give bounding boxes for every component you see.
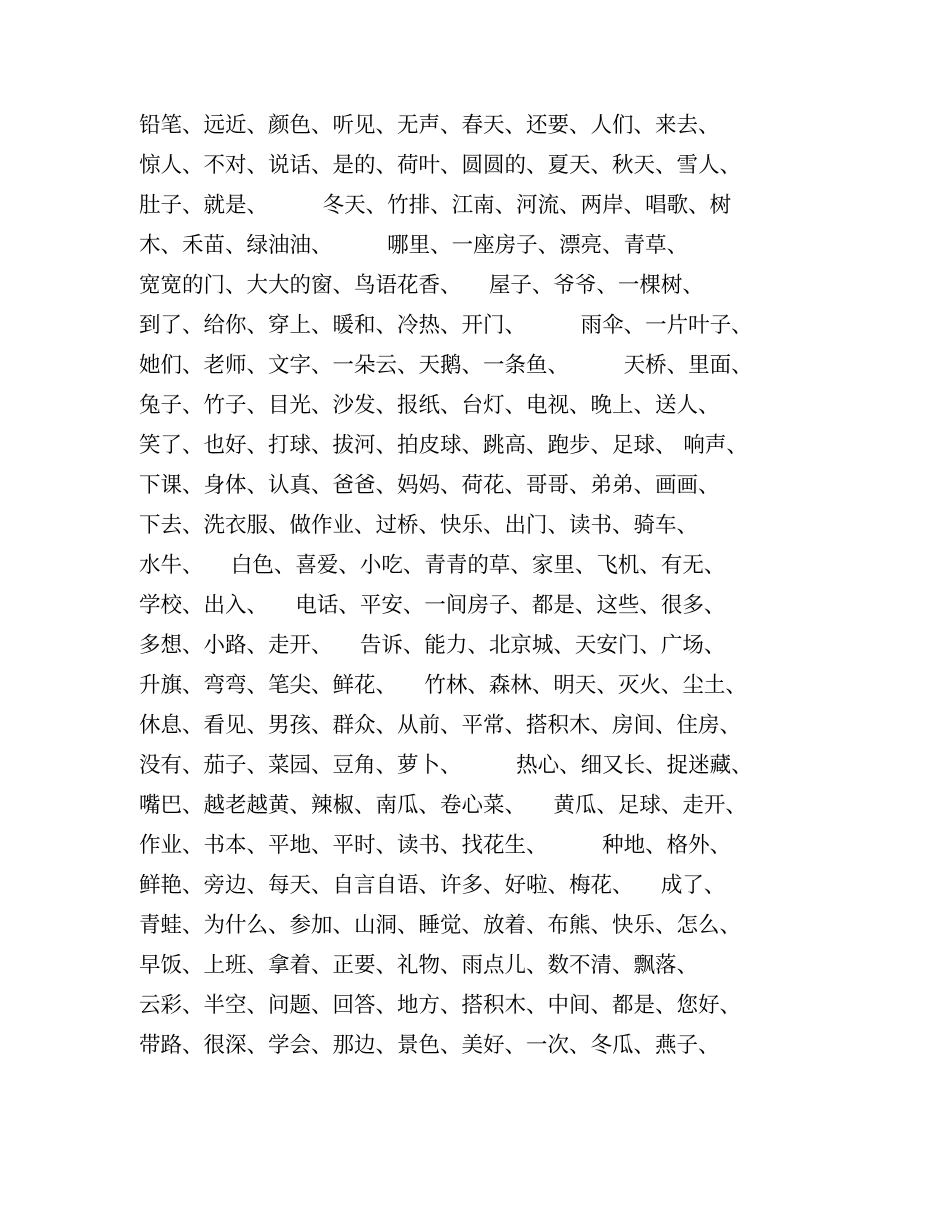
text-line-10: 下课、身体、认真、爸爸、妈妈、荷花、哥哥、弟弟、画画、 — [139, 473, 720, 498]
text-line-18: 嘴巴、越老越黄、辣椒、南瓜、卷心菜、 黄瓜、足球、走开、 — [139, 793, 747, 818]
text-line-15: 升旗、弯弯、笔尖、鲜花、 竹林、森林、明天、灭火、尘土、 — [139, 673, 747, 698]
text-line-3: 肚子、就是、 冬天、竹排、江南、河流、两岸、唱歌、树 — [139, 193, 732, 218]
text-line-9: 笑了、也好、打球、拔河、拍皮球、跳高、跑步、足球、 响声、 — [139, 433, 748, 458]
text-line-23: 云彩、半空、问题、回答、地方、搭积木、中间、都是、您好、 — [139, 993, 742, 1018]
word-list — [139, 106, 819, 1066]
text-line-20: 鲜艳、旁边、每天、自言自语、许多、好啦、梅花、 成了、 — [139, 873, 726, 898]
text-line-8: 兔子、竹子、目光、沙发、报纸、台灯、电视、晚上、送人、 — [139, 393, 720, 418]
text-line-13: 学校、出入、 电话、平安、一间房子、都是、这些、很多、 — [139, 593, 726, 618]
text-line-16: 休息、看见、男孩、群众、从前、平常、搭积木、房间、住房、 — [139, 713, 742, 738]
text-line-1: 铅笔、远近、颜色、听见、无声、春天、还要、人们、来去、 — [139, 113, 720, 138]
text-line-11: 下去、洗衣服、做作业、过桥、快乐、出门、读书、骑车、 — [139, 513, 699, 538]
text-line-22: 早饭、上班、拿着、正要、礼物、雨点儿、数不清、飘落、 — [139, 953, 699, 978]
text-line-7: 她们、老师、文字、一朵云、天鹅、一条鱼、 天桥、里面、 — [139, 353, 753, 378]
text-line-21: 青蛙、为什么、参加、山洞、睡觉、放着、布熊、快乐、怎么、 — [139, 913, 742, 938]
text-line-6: 到了、给你、穿上、暖和、冷热、开门、 雨伞、一片叶子、 — [139, 313, 753, 338]
text-line-17: 没有、茄子、菜园、豆角、萝卜、 热心、细又长、捉迷藏、 — [139, 753, 753, 778]
text-line-12: 水牛、 白色、喜爱、小吃、青青的草、家里、飞机、有无、 — [139, 553, 726, 578]
text-line-19: 作业、书本、平地、平时、读书、找花生、 种地、格外、 — [139, 833, 732, 858]
text-line-5: 宽宽的门、大大的窗、鸟语花香、 屋子、爷爷、一棵树、 — [139, 273, 704, 298]
text-line-24: 带路、很深、学会、那边、景色、美好、一次、冬瓜、燕子、 — [139, 1033, 720, 1058]
text-line-4: 木、禾苗、绿油油、 哪里、一座房子、漂亮、青草、 — [139, 233, 689, 258]
text-line-14: 多想、小路、走开、 告诉、能力、北京城、天安门、广场、 — [139, 633, 726, 658]
text-line-2: 惊人、不对、说话、是的、荷叶、圆圆的、夏天、秋天、雪人、 — [139, 153, 742, 178]
